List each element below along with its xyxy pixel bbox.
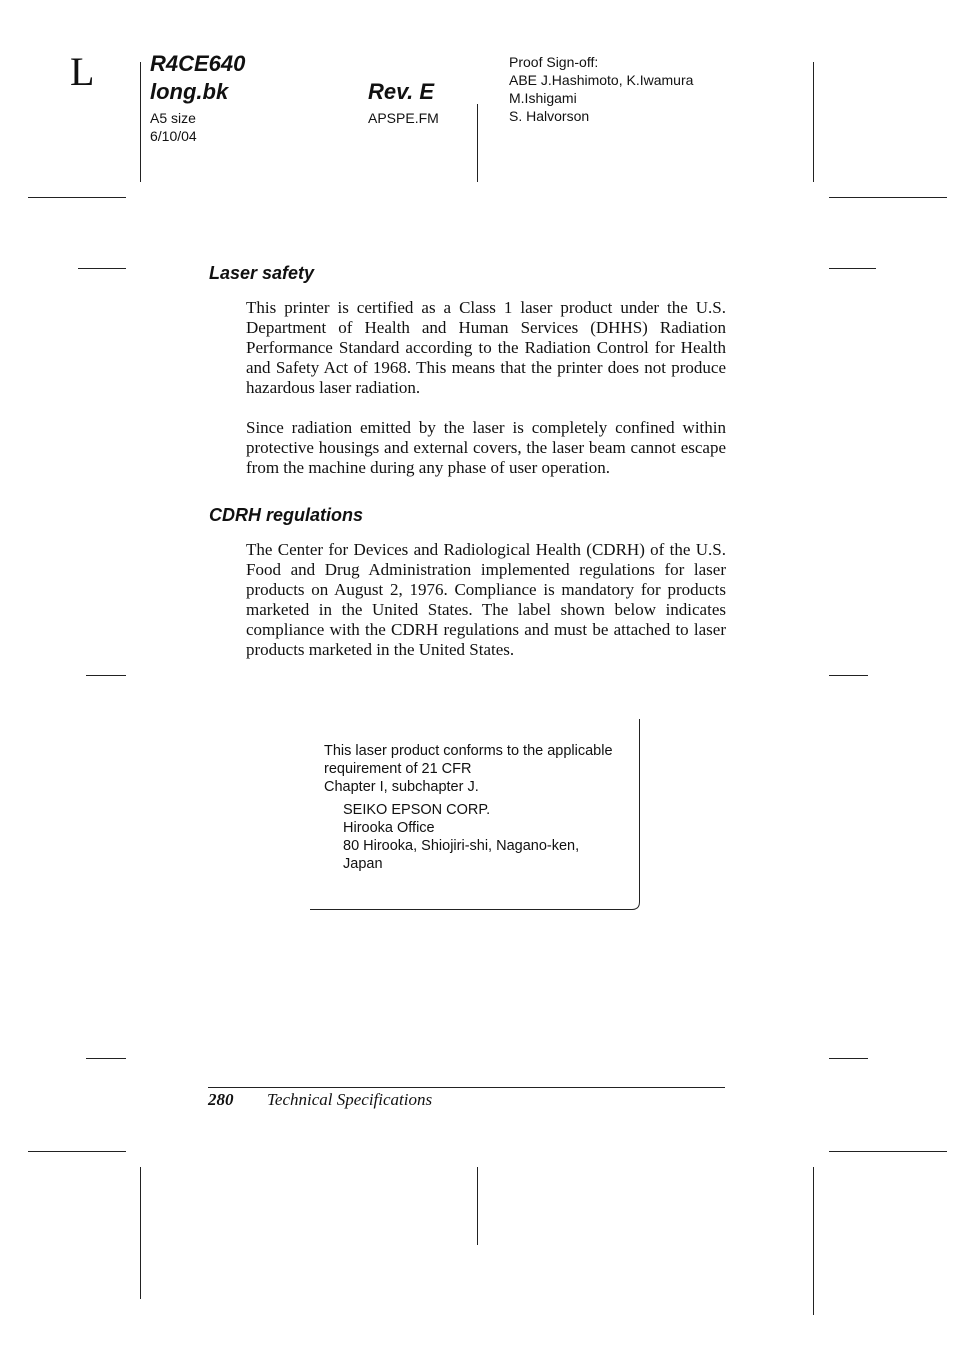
chapter-title: Technical Specifications (267, 1090, 433, 1109)
crop-mark (477, 104, 478, 182)
proof-line: Proof Sign-off: (509, 54, 599, 70)
crop-mark (28, 1151, 126, 1152)
proof-signoff (509, 53, 693, 125)
address-line: Hirooka Office (343, 820, 435, 836)
crop-mark (829, 268, 876, 269)
label-line: This laser product conforms to the applicable (324, 743, 613, 759)
paragraph: Since radiation emitted by the laser is completely confined within protective housings and external covers, the laser beam cannot escape from the machine during any phase of user operation. (246, 418, 726, 477)
crop-mark (829, 197, 947, 198)
crop-mark (477, 1167, 478, 1245)
crop-mark (829, 1151, 947, 1152)
crop-mark (829, 675, 868, 676)
proof-line: M.Ishigami (509, 90, 577, 106)
address-line: Japan (343, 856, 383, 872)
crop-mark (86, 675, 126, 676)
section-heading: Laser safety (209, 263, 315, 283)
label-line: requirement of 21 CFR (324, 761, 472, 777)
label-line: Chapter I, subchapter J. (324, 779, 479, 795)
paragraph: This printer is certified as a Class 1 laser product under the U.S. Department of Health and Human Services (DHHS) Radiation Performance Standard according to the Radiation Control for Health and Safety Act of 1968. This means that the printer does not produce hazardous laser radiation. (246, 298, 726, 397)
page-size: A5 size (150, 110, 196, 126)
crop-mark (813, 1167, 814, 1315)
crop-mark (86, 1058, 126, 1059)
section-body (246, 298, 726, 478)
footer-rule (208, 1087, 725, 1088)
file-name: APSPE.FM (368, 110, 439, 126)
page-number: 280 (208, 1090, 234, 1109)
crop-mark (829, 1058, 868, 1059)
paragraph: The Center for Devices and Radiological Health (CDRH) of the U.S. Food and Drug Administration implemented regulations for laser products on August 2, 1976. Compliance is mandatory for products marketed in the United States. The label shown below indicates compliance with the CDRH regulations and must be attached to laser products marketed in the United States. (246, 540, 726, 659)
proof-line: ABE J.Hashimoto, K.Iwamura (509, 72, 694, 88)
section-heading: CDRH regulations (209, 505, 364, 525)
crop-mark (140, 1167, 141, 1299)
crop-mark (140, 62, 141, 182)
corner-letter: L (70, 49, 95, 94)
label-statement (324, 742, 613, 796)
proof-line: S. Halvorson (509, 108, 590, 124)
compliance-label (310, 719, 640, 910)
crop-mark (813, 62, 814, 182)
book-name: long.bk (150, 79, 229, 104)
doc-date: 6/10/04 (150, 128, 197, 144)
crop-mark (28, 197, 126, 198)
doc-code: R4CE640 (150, 51, 246, 76)
crop-mark (78, 268, 126, 269)
section-body (246, 540, 726, 660)
revision: Rev. E (368, 79, 435, 104)
address-line: SEIKO EPSON CORP. (343, 802, 491, 818)
label-address (343, 801, 579, 873)
address-line: 80 Hirooka, Shiojiri-shi, Nagano-ken, (343, 838, 580, 854)
